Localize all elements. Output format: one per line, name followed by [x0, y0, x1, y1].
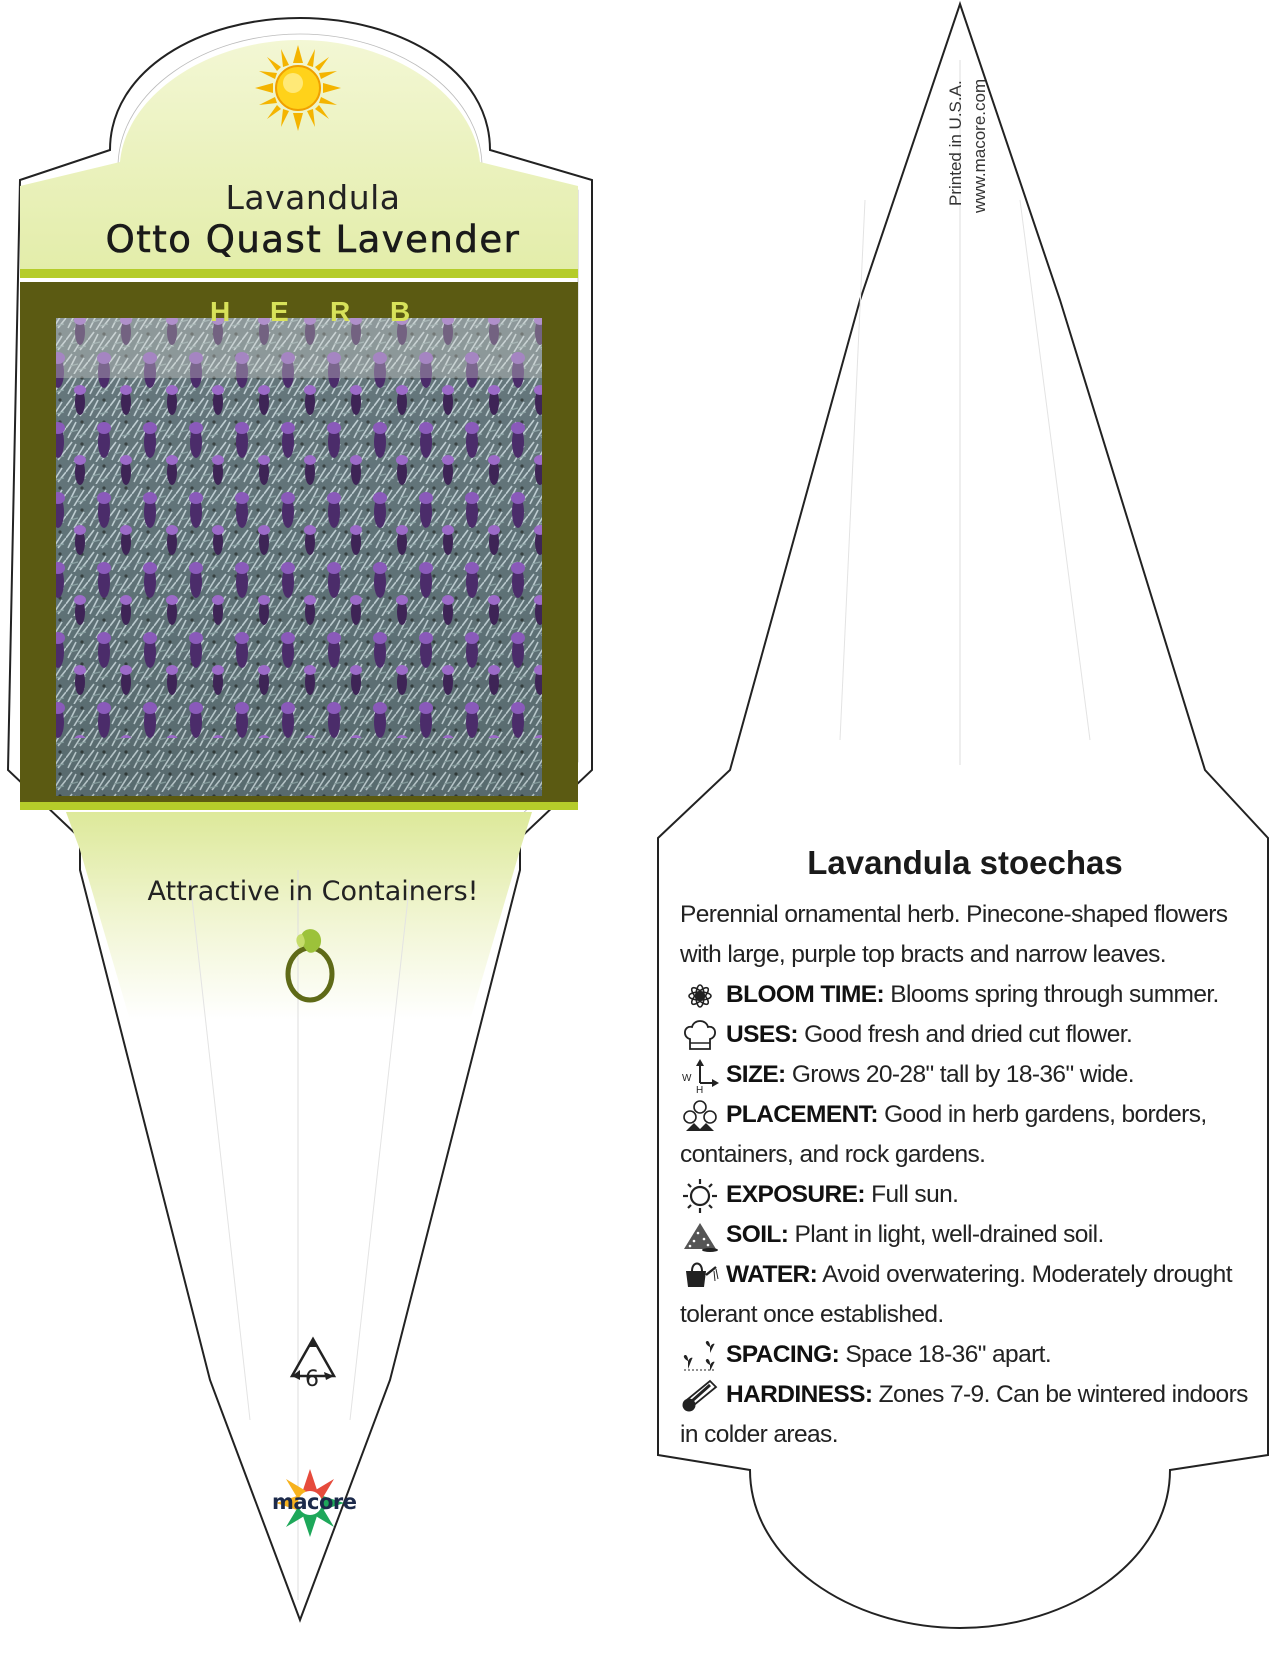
soil-icon: [680, 1219, 720, 1253]
attr-text: Blooms spring through summer.: [884, 981, 1219, 1008]
category-letter: E: [270, 296, 290, 327]
thermometer-icon: [680, 1379, 720, 1413]
size-arrows-icon: [680, 1059, 720, 1093]
container-leaf-icon: [280, 926, 340, 1006]
botanical-name: Lavandula stoechas: [807, 844, 1123, 881]
sun-icon: [680, 1179, 720, 1213]
attr-label: EXPOSURE:: [726, 1181, 865, 1208]
attr-label: BLOOM TIME:: [726, 981, 885, 1008]
flower-icon: [680, 979, 720, 1013]
attr-size: [680, 1055, 1265, 1095]
attr-soil: [680, 1215, 1265, 1255]
watering-can-icon: [680, 1259, 720, 1293]
svg-text:W: W: [682, 1072, 691, 1084]
attr-label: USES:: [726, 1021, 798, 1048]
front-common-name: Otto Quast Lavender: [105, 218, 521, 261]
attr-hardiness: [680, 1375, 1265, 1455]
printed-in-usa: Printed in U.S.A.: [946, 80, 965, 206]
category-letter: H: [210, 296, 232, 327]
attr-text: Good fresh and dried cut flower.: [797, 1021, 1133, 1048]
chef-hat-icon: [680, 1019, 720, 1053]
category-letter: R: [330, 296, 352, 327]
attr-text: Zones 7-9. Can be wintered indoors in colder areas.: [680, 1381, 1248, 1448]
category-label: [210, 296, 450, 328]
seedlings-icon: [680, 1339, 720, 1373]
front-genus: Lavandula: [225, 178, 401, 217]
attr-text: Avoid overwatering. Moderately drought tolerant once established.: [680, 1261, 1232, 1328]
care-info: [680, 895, 1265, 1455]
website: www.macore.com: [970, 78, 989, 213]
attr-spacing: [680, 1335, 1265, 1375]
attr-bloom-time: [680, 975, 1265, 1015]
description: Perennial ornamental herb. Pinecone-shaped flowers with large, purple top bracts and narrow leaves.: [680, 901, 1228, 968]
svg-text:H: H: [696, 1084, 703, 1093]
attr-label: PLACEMENT:: [726, 1101, 878, 1128]
sun-icon: [255, 45, 341, 131]
attr-label: SOIL:: [726, 1221, 789, 1248]
attr-label: SPACING:: [726, 1341, 840, 1368]
attr-label: HARDINESS:: [726, 1381, 873, 1408]
attr-text: Plant in light, well-drained soil.: [788, 1221, 1104, 1248]
attr-uses: [680, 1015, 1265, 1055]
recycle-number: 6: [305, 1367, 319, 1392]
attr-text: Space 18-36" apart.: [839, 1341, 1052, 1368]
attr-label: WATER:: [726, 1261, 818, 1288]
attr-text: Full sun.: [864, 1181, 959, 1208]
macore-logo-text: macore: [272, 1490, 357, 1514]
attr-label: SIZE:: [726, 1061, 786, 1088]
plants-icon: [680, 1099, 720, 1133]
attr-text: Good in herb gardens, borders, containers, and rock gardens.: [680, 1101, 1207, 1168]
attr-text: Grows 20-28" tall by 18-36" wide.: [785, 1061, 1134, 1088]
tagline: Attractive in Containers!: [147, 876, 479, 907]
category-letter: B: [390, 296, 412, 327]
attr-exposure: [680, 1175, 1265, 1215]
attr-water: [680, 1255, 1265, 1335]
attr-placement: [680, 1095, 1265, 1175]
